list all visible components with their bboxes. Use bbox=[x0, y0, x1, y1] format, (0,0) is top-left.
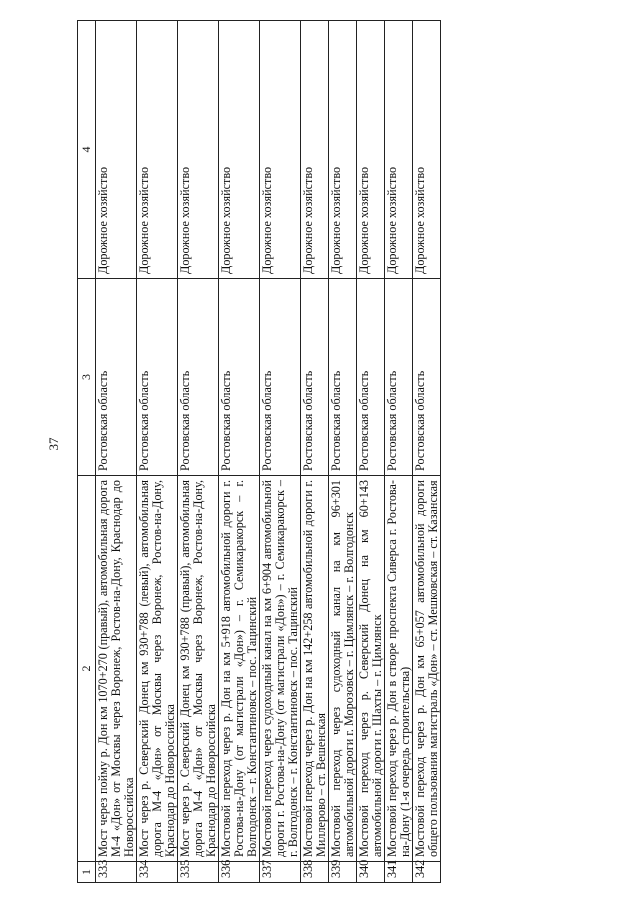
column-header: 3 bbox=[78, 279, 96, 476]
rotated-table-container bbox=[77, 21, 579, 883]
region: Ростовская область bbox=[96, 279, 137, 476]
object-name: Мостовой переход через судоходный канал на км 96+301 автомобильной дороги г. Морозовск – г. Цимлянск – г. Волгодонск bbox=[329, 476, 357, 862]
region: Ростовская область bbox=[137, 279, 178, 476]
column-header: 4 bbox=[78, 21, 96, 279]
region: Ростовская область bbox=[385, 279, 413, 476]
row-number: 336 bbox=[219, 862, 260, 883]
row-number: 334 bbox=[137, 862, 178, 883]
table-row bbox=[260, 21, 301, 883]
object-name: Мостовой переход через р. Дон на км 5+918 автомобильной дороги г. Ростова-на-Дону (от магистрали «Дон») – г. Семикаракорск – г. Волгодонск – г. Константиновск – пос. Тацинский bbox=[219, 476, 260, 862]
owner: Дорожное хозяйство bbox=[96, 21, 137, 279]
object-name: Мост через р. Северский Донец км 930+788 (правый), автомобильная дорога М-4 «Дон» от Москвы через Воронеж, Ростов-на-Дону, Краснодар до Новороссийска bbox=[178, 476, 219, 862]
table-header-row bbox=[78, 21, 96, 883]
objects-table bbox=[77, 20, 441, 883]
table-row bbox=[96, 21, 137, 883]
row-number: 333 bbox=[96, 862, 137, 883]
table-row bbox=[301, 21, 329, 883]
region: Ростовская область bbox=[329, 279, 357, 476]
row-number: 342 bbox=[413, 862, 441, 883]
row-number: 335 bbox=[178, 862, 219, 883]
object-name: Мост через р. Северский Донец км 930+788 (левый), автомобильная дорога М-4 «Дон» от Москвы через Воронеж, Ростов-на-Дону, Краснодар до Новороссийска bbox=[137, 476, 178, 862]
row-number: 339 bbox=[329, 862, 357, 883]
owner: Дорожное хозяйство bbox=[385, 21, 413, 279]
region: Ростовская область bbox=[219, 279, 260, 476]
owner: Дорожное хозяйство bbox=[178, 21, 219, 279]
region: Ростовская область bbox=[413, 279, 441, 476]
table-row bbox=[219, 21, 260, 883]
object-name: Мост через пойму р. Дон км 1070+270 (правый), автомобильная дорога М-4 «Дон» от Москвы через Воронеж, Ростов-на-Дону, Краснодар до Новороссийска bbox=[96, 476, 137, 862]
object-name: Мостовой переход через р. Дон в створе проспекта Сиверса г. Ростова-на-Дону (1-я очередь строительства) bbox=[385, 476, 413, 862]
column-header: 2 bbox=[78, 476, 96, 862]
owner: Дорожное хозяйство bbox=[137, 21, 178, 279]
region: Ростовская область bbox=[178, 279, 219, 476]
owner: Дорожное хозяйство bbox=[219, 21, 260, 279]
owner: Дорожное хозяйство bbox=[301, 21, 329, 279]
table-row bbox=[413, 21, 441, 883]
row-number: 341 bbox=[385, 862, 413, 883]
object-name: Мостовой переход через р. Дон на км 142+258 автомобильной дороги г. Миллерово – ст. Вешенская bbox=[301, 476, 329, 862]
row-number: 338 bbox=[301, 862, 329, 883]
row-number: 337 bbox=[260, 862, 301, 883]
table-row bbox=[137, 21, 178, 883]
object-name: Мостовой переход через судоходный канал на км 6+904 автомобильной дороги г. Ростова-на-Дону (от магистрали «Дон») – г. Семикаракорск – г. Волгодонск – г. Константиновск – пос. Тацинский bbox=[260, 476, 301, 862]
page-number: 37 bbox=[46, 437, 61, 451]
owner: Дорожное хозяйство bbox=[413, 21, 441, 279]
table-row bbox=[357, 21, 385, 883]
region: Ростовская область bbox=[357, 279, 385, 476]
object-name: Мостовой переход через р. Дон км 65+057 автомобильной дороги общего пользования магистраль «Дон» – ст. Мешковская – ст. Казанская bbox=[413, 476, 441, 862]
region: Ростовская область bbox=[260, 279, 301, 476]
owner: Дорожное хозяйство bbox=[357, 21, 385, 279]
table-row bbox=[178, 21, 219, 883]
table-row bbox=[385, 21, 413, 883]
region: Ростовская область bbox=[301, 279, 329, 476]
object-name: Мостовой переход через р. Северский Донец на км 60+143 автомобильной дороги г. Шахты – г. Цимлянск bbox=[357, 476, 385, 862]
owner: Дорожное хозяйство bbox=[329, 21, 357, 279]
owner: Дорожное хозяйство bbox=[260, 21, 301, 279]
table-row bbox=[329, 21, 357, 883]
row-number: 340 bbox=[357, 862, 385, 883]
column-header: 1 bbox=[78, 862, 96, 883]
